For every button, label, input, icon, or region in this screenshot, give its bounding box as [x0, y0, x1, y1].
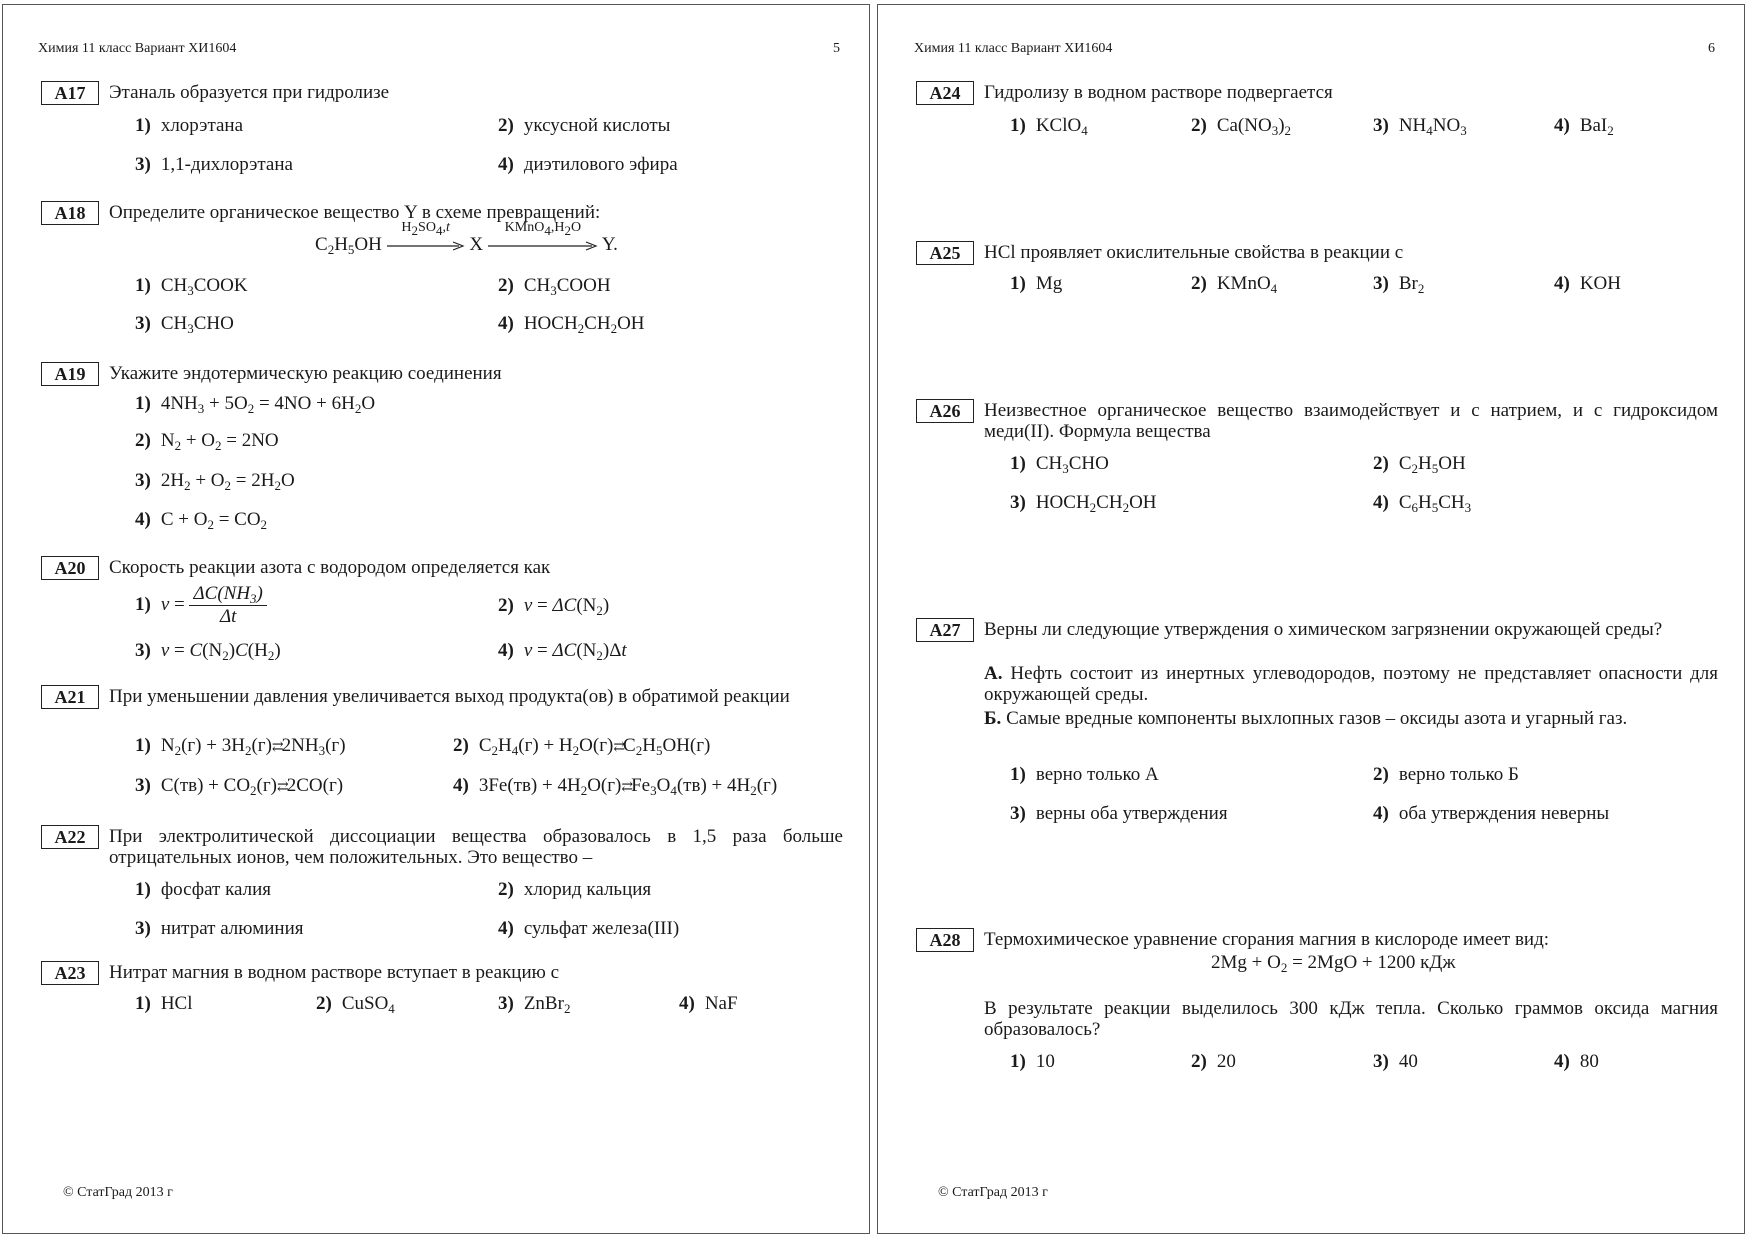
option-4: 4) NaF	[679, 993, 738, 1014]
option-2: 2) верно только Б	[1373, 764, 1519, 785]
page-6	[877, 4, 1745, 1234]
option-2: 2) хлорид кальция	[498, 879, 652, 900]
option-4: 4) $3Fe(тв) + 4H_2O(г)⇄Fe_3O_4(тв) + 4H_2(г)$	[453, 775, 778, 798]
option-4: 4) $C + O_2 = CO_2$	[135, 509, 268, 532]
question-text: Скорость реакции азота с водородом определяется как	[109, 557, 551, 578]
option-3: 3) $CH_3CHO$	[135, 313, 234, 336]
option-3: 3) $C(тв) + CO_2(г)⇄2CO(г)$	[135, 775, 344, 798]
transformation-scheme: $C_2H_5OH$ $H_2SO_4,t$ X $KMnO_4,H_2O$ Y.	[315, 219, 618, 257]
question-label: А25	[916, 241, 974, 265]
page-header: Химия 11 класс Вариант ХИ1604	[38, 41, 237, 56]
page-number: 6	[1708, 41, 1715, 56]
question-text: Определите органическое вещество Y в схеме превращений:	[109, 202, 601, 223]
question-text: Этаналь образуется при гидролизе	[109, 82, 390, 103]
question-label: А22	[41, 825, 99, 849]
option-3: 3) $v = C(N_2)C(H_2)$	[135, 640, 281, 663]
page-number: 5	[833, 41, 840, 56]
question-label: А23	[41, 961, 99, 985]
question-label: А21	[41, 685, 99, 709]
option-4: 4) $HOCH_2CH_2OH$	[498, 313, 645, 336]
option-3: 3) $2H_2 + O_2 = 2H_2O$	[135, 470, 295, 493]
option-2: 2) 20	[1191, 1051, 1236, 1072]
question-label: А18	[41, 201, 99, 225]
statement-b: Б. Самые вредные компоненты выхлопных газов – оксиды азота и угарный газ.	[984, 708, 1628, 729]
question-text: Верны ли следующие утверждения о химическом загрязнении окружающей среды?	[984, 619, 1663, 640]
question-label: А20	[41, 556, 99, 580]
question-text: Укажите эндотермическую реакцию соединения	[109, 363, 502, 384]
option-4: 4) $C_6H_5CH_3$	[1373, 492, 1472, 515]
option-2: 2) $CH_3COOH$	[498, 275, 611, 298]
arrow-icon: $H_2SO_4,t$	[387, 238, 465, 254]
option-2: 2) уксусной кислоты	[498, 115, 671, 136]
option-2: 2) CuSO$_4$	[316, 993, 395, 1016]
option-2: 2) $C_2H_5OH$	[1373, 453, 1466, 476]
option-4: 4) KOH	[1554, 273, 1621, 294]
option-3: 3) нитрат алюминия	[135, 918, 304, 939]
option-1: 1) 10	[1010, 1051, 1055, 1072]
option-1: 1) Mg	[1010, 273, 1063, 294]
option-1: 1) v = $\frac{\Delta C(NH_3)}{\Delta t}$	[135, 583, 267, 628]
option-1: 1) $N_2(г)$ + $3H_2(г)⇄2NH_3(г)$	[135, 735, 346, 758]
arrow-icon: $KMnO_4,H_2O$	[488, 238, 598, 254]
statement-a: А. Нефть состоит из инертных углеводородов, поэтому не представляет опасности для окружающей среды.	[984, 663, 1719, 705]
question-label: А28	[916, 928, 974, 952]
option-1: 1) $CH_3CHO$	[1010, 453, 1109, 476]
question-text: При электролитической диссоциации вещества образовалось в 1,5 раза больше отрицательных ионов, чем положительных. Это вещество –	[109, 826, 843, 868]
question-label: А19	[41, 362, 99, 386]
question-text: Нитрат магния в водном растворе вступает в реакцию с	[109, 962, 560, 983]
option-3: 3) $NH_4NO_3$	[1373, 115, 1467, 138]
option-4: 4) BaI$_2$	[1554, 115, 1614, 138]
option-4: 4) $v = \Delta C(N_2)\Delta t$	[498, 640, 627, 663]
option-4: 4) 80	[1554, 1051, 1599, 1072]
question-label: А26	[916, 399, 974, 423]
option-4: 4) оба утверждения неверны	[1373, 803, 1610, 824]
option-3: 3) $Br_2$	[1373, 273, 1425, 296]
question-text-continued: В результате реакции выделилось 300 кДж тепла. Сколько граммов оксида магния образовалось?	[984, 998, 1718, 1040]
option-1: 1) хлорэтана	[135, 115, 244, 136]
question-label: А27	[916, 618, 974, 642]
option-4: 4) сульфат железа(III)	[498, 918, 680, 939]
option-1: 1) верно только А	[1010, 764, 1159, 785]
question-text: Гидролизу в водном растворе подвергается	[984, 82, 1333, 103]
option-2: 2) KMnO$_4$	[1191, 273, 1278, 296]
option-1: 1) HCl	[135, 993, 193, 1014]
option-3: 3) 1,1-дихлорэтана	[135, 154, 293, 175]
option-2: 2) $v = \Delta C(N_2)$	[498, 595, 610, 618]
question-label: А17	[41, 81, 99, 105]
option-1: 1) KClO$_4$	[1010, 115, 1088, 138]
page-header: Химия 11 класс Вариант ХИ1604	[914, 41, 1113, 56]
option-3: 3) верны оба утверждения	[1010, 803, 1228, 824]
option-2: 2) $N_2 + O_2 = 2NO$	[135, 430, 279, 453]
page-5	[2, 4, 870, 1234]
option-1: 1) $4NH_3 + 5O_2 = 4NO + 6H_2O$	[135, 393, 376, 416]
option-3: 3) 40	[1373, 1051, 1418, 1072]
question-text: Термохимическое уравнение сгорания магния в кислороде имеет вид:	[984, 929, 1550, 950]
question-text: HCl проявляет окислительные свойства в реакции с	[984, 242, 1404, 263]
option-3: 3) $HOCH_2CH_2OH$	[1010, 492, 1157, 515]
option-4: 4) диэтилового эфира	[498, 154, 678, 175]
option-2: 2) $Ca(NO_3)_2$	[1191, 115, 1292, 138]
thermochemical-equation: $2Mg + O_2 = 2MgO + 1200$ кДж	[1211, 952, 1456, 975]
question-label: А24	[916, 81, 974, 105]
option-3: 3) ZnBr$_2$	[498, 993, 571, 1016]
question-text: При уменьшении давления увеличивается выход продукта(ов) в обратимой реакции	[109, 686, 790, 707]
option-1: 1) $CH_3COOK$	[135, 275, 248, 298]
page-footer: © СтатГрад 2013 г	[938, 1185, 1048, 1200]
option-2: 2) $C_2H_4(г)$ + $H_2O(г)⇄C_2H_5OH(г)$	[453, 735, 711, 758]
page-footer: © СтатГрад 2013 г	[63, 1185, 173, 1200]
option-1: 1) фосфат калия	[135, 879, 272, 900]
question-text: Неизвестное органическое вещество взаимодействует и с натрием, и с гидроксидом меди(II). Формула вещества	[984, 400, 1718, 442]
